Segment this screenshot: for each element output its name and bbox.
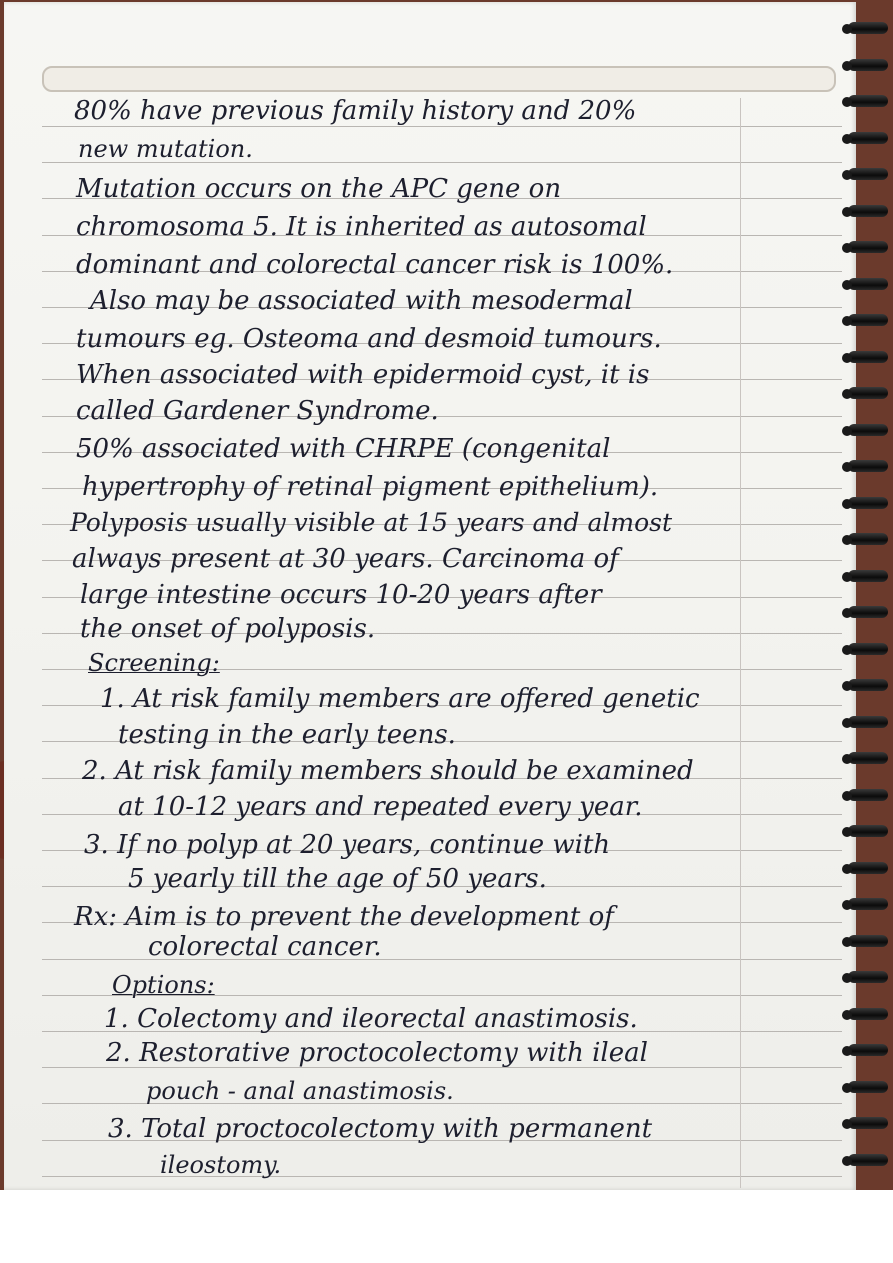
spiral-coil [848, 424, 888, 436]
note-line: ileostomy. [160, 1151, 282, 1179]
binding-hole [842, 1119, 852, 1129]
note-line: chromosoma 5. It is inherited as autosomal [76, 212, 647, 242]
binding-hole [842, 353, 852, 363]
spiral-coil [848, 314, 888, 326]
spiral-coil [848, 241, 888, 253]
spiral-coil [848, 862, 888, 874]
binding-hole [842, 97, 852, 107]
binding-hole [842, 864, 852, 874]
binding-hole [842, 718, 852, 728]
binding-hole [842, 791, 852, 801]
binding-hole [842, 426, 852, 436]
note-line: 2. At risk family members should be examined [82, 756, 694, 786]
spiral-coil [848, 387, 888, 399]
spiral-coil [848, 533, 888, 545]
binding-hole [842, 973, 852, 983]
binding-hole [842, 937, 852, 947]
spiral-coil [848, 789, 888, 801]
note-line: When associated with epidermoid cyst, it is [76, 360, 650, 390]
spiral-coil [848, 460, 888, 472]
spiral-coil [848, 643, 888, 655]
spiral-coil [848, 570, 888, 582]
spiral-coil [848, 1081, 888, 1093]
binding-hole [842, 608, 852, 618]
spiral-coil [848, 22, 888, 34]
spiral-coil [848, 935, 888, 947]
binding-hole [842, 61, 852, 71]
note-line: Rx: Aim is to prevent the development of [74, 902, 614, 932]
note-line: pouch - anal anastimosis. [146, 1077, 454, 1105]
spiral-coil [848, 606, 888, 618]
binding-hole [842, 1046, 852, 1056]
spiral-coil [848, 679, 888, 691]
binding-hole [842, 900, 852, 910]
binding-hole [842, 170, 852, 180]
spiral-coil [848, 752, 888, 764]
note-line: new mutation. [78, 135, 253, 163]
binding-hole [842, 681, 852, 691]
spiral-coil [848, 205, 888, 217]
binding-hole [842, 207, 852, 217]
spiral-coil [848, 1008, 888, 1020]
note-line: 80% have previous family history and 20% [74, 96, 637, 126]
spiral-coil [848, 971, 888, 983]
spiral-coil [848, 351, 888, 363]
spiral-coil [848, 825, 888, 837]
binding-hole [842, 645, 852, 655]
spiral-coil [848, 898, 888, 910]
spiral-coil [848, 168, 888, 180]
binding-hole [842, 499, 852, 509]
note-line: 50% associated with CHRPE (congenital [76, 434, 611, 464]
binding-hole [842, 389, 852, 399]
spiral-coil [848, 1117, 888, 1129]
binding-hole [842, 535, 852, 545]
note-line: dominant and colorectal cancer risk is 100%. [76, 250, 674, 280]
spiral-coil [848, 59, 888, 71]
note-line: 1. Colectomy and ileorectal anastimosis. [104, 1004, 638, 1034]
spiral-coil [848, 278, 888, 290]
note-line: colorectal cancer. [148, 932, 382, 962]
note-line: the onset of polyposis. [80, 614, 376, 644]
binding-hole [842, 754, 852, 764]
binding-hole [842, 280, 852, 290]
note-line: Polyposis usually visible at 15 years and almost [70, 508, 673, 537]
note-line: 1. At risk family members are offered genetic [100, 684, 700, 714]
spiral-binding [842, 14, 893, 1190]
note-line: 5 yearly till the age of 50 years. [128, 864, 547, 894]
binding-hole [842, 572, 852, 582]
binding-hole [842, 462, 852, 472]
spiral-coil [848, 132, 888, 144]
note-line: called Gardener Syndrome. [76, 396, 439, 426]
binding-hole [842, 243, 852, 253]
note-line: hypertrophy of retinal pigment epithelium). [82, 472, 659, 502]
note-line: at 10-12 years and repeated every year. [118, 792, 643, 822]
spiral-coil [848, 497, 888, 509]
spiral-coil [848, 1154, 888, 1166]
spiral-coil [848, 95, 888, 107]
binding-hole [842, 134, 852, 144]
binding-hole [842, 1083, 852, 1093]
binding-hole [842, 1156, 852, 1166]
note-line: Mutation occurs on the APC gene on [76, 174, 562, 204]
spiral-coil [848, 1044, 888, 1056]
spiral-coil [848, 716, 888, 728]
section-heading-screening: Screening: [88, 649, 220, 677]
note-line: Also may be associated with mesodermal [90, 286, 633, 316]
binding-hole [842, 24, 852, 34]
binding-hole [842, 827, 852, 837]
binding-hole [842, 316, 852, 326]
note-line: 3. If no polyp at 20 years, continue with [84, 830, 611, 860]
note-line: large intestine occurs 10-20 years after [80, 580, 602, 610]
binding-hole [842, 1010, 852, 1020]
note-line: 3. Total proctocolectomy with permanent [108, 1114, 653, 1144]
note-line: tumours eg. Osteoma and desmoid tumours. [76, 324, 662, 354]
note-line: testing in the early teens. [118, 720, 456, 750]
section-heading-options: Options: [112, 971, 215, 999]
note-line: 2. Restorative proctocolectomy with ileal [106, 1038, 648, 1068]
note-line: always present at 30 years. Carcinoma of [72, 544, 619, 574]
